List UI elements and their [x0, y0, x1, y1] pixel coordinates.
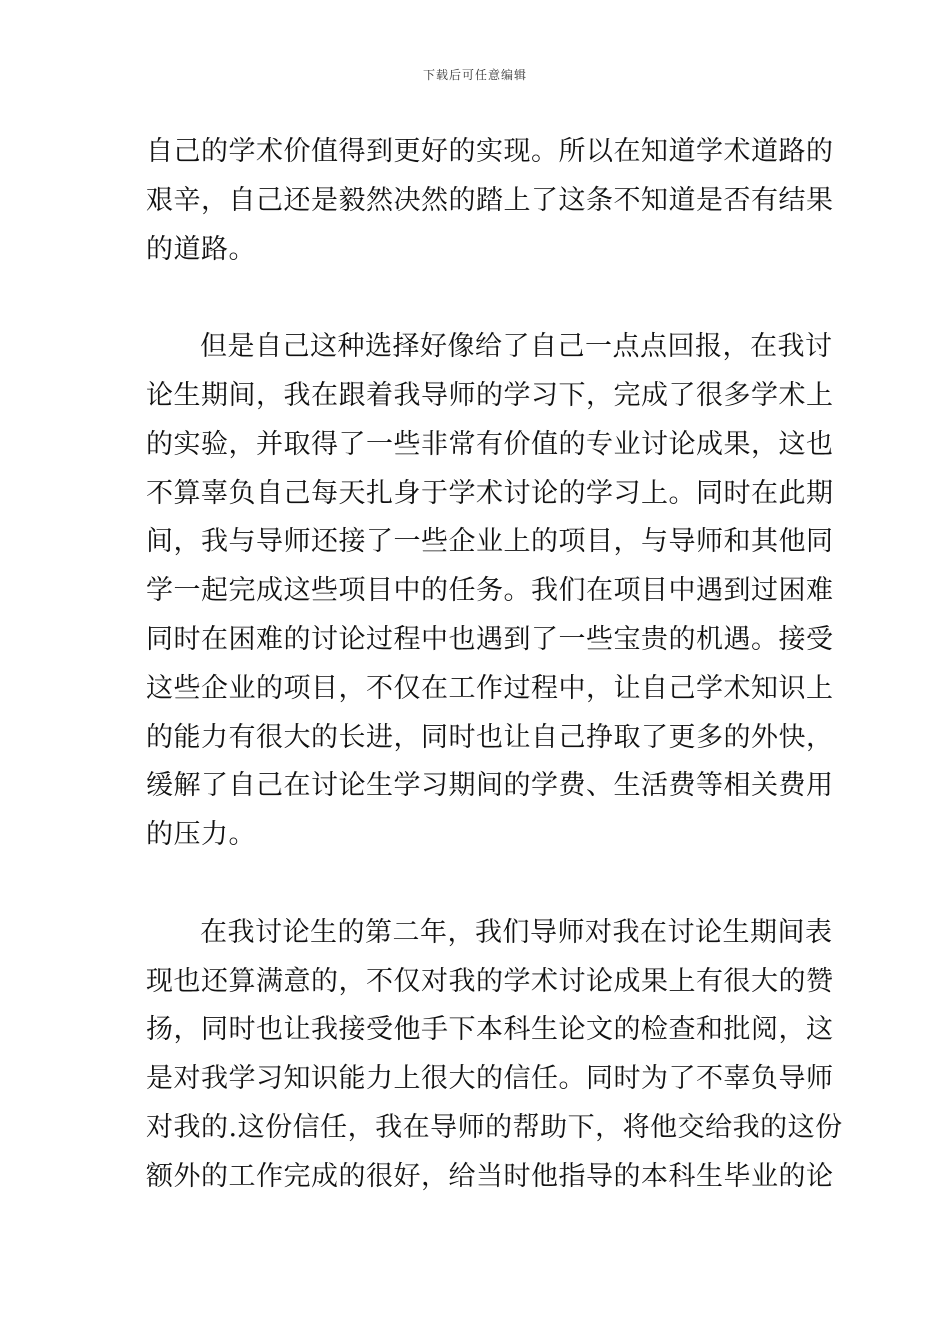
text-line: 在我讨论生的第二年，我们导师对我在讨论生期间表: [200, 916, 833, 948]
text-line: 这些企业的项目，不仅在工作过程中，让自己学术知识上: [146, 672, 834, 704]
text-line: 的道路。: [146, 233, 256, 265]
body-text: [146, 128, 843, 1202]
paragraph: [146, 323, 834, 860]
text-line: 学一起完成这些项目中的任务。我们在项目中遇到过困难: [146, 575, 834, 607]
paragraph: [146, 128, 834, 274]
text-line: 同时在困难的讨论过程中也遇到了一些宝贵的机遇。接受: [146, 623, 834, 655]
text-line: 间，我与导师还接了一些企业上的项目，与导师和其他同: [146, 526, 834, 558]
text-line: 是对我学习知识能力上很大的信任。同时为了不辜负导师: [146, 1063, 834, 1095]
text-line: 艰辛，自己还是毅然决然的踏上了这条不知道是否有结果: [146, 184, 834, 216]
text-line: 的能力有很大的长进，同时也让自己挣取了更多的外快，: [146, 721, 834, 753]
text-line: 但是自己这种选择好像给了自己一点点回报，在我讨: [200, 331, 833, 363]
paragraph-gap: [146, 860, 808, 909]
paragraph-gap: [146, 274, 808, 323]
text-line: 现也还算满意的，不仅对我的学术讨论成果上有很大的赞: [146, 965, 834, 997]
text-line: 不算辜负自己每天扎身于学术讨论的学习上。同时在此期: [146, 477, 834, 509]
text-line: 的压力。: [146, 819, 256, 851]
text-line: 额外的工作完成的很好，给当时他指导的本科生毕业的论: [146, 1160, 834, 1192]
page-header: 下载后可任意编辑: [422, 68, 527, 82]
text-line: 的实验，并取得了一些非常有价值的专业讨论成果，这也: [146, 428, 834, 460]
text-line: 自己的学术价值得到更好的实现。所以在知道学术道路的: [146, 136, 834, 167]
text-line: 论生期间，我在跟着我导师的学习下，完成了很多学术上: [146, 379, 834, 411]
text-line: 缓解了自己在讨论生学习期间的学费、生活费等相关费用: [146, 770, 834, 802]
text-line: 扬，同时也让我接受他手下本科生论文的检查和批阅，这: [146, 1014, 834, 1046]
text-line: 对我的.这份信任，我在导师的帮助下，将他交给我的这份: [146, 1111, 843, 1143]
paragraph: [146, 909, 843, 1202]
